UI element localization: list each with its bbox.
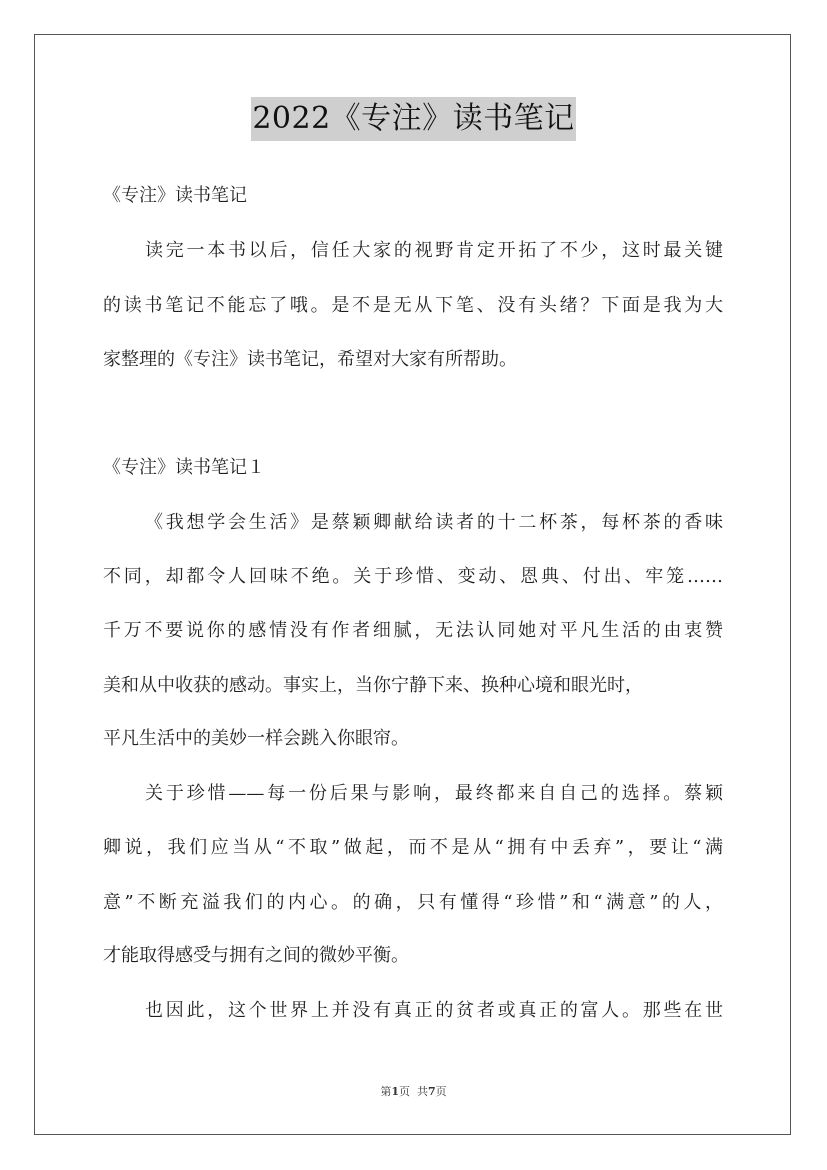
paragraph-line: 不同，却都令人回味不绝。关于珍惜、变动、恩典、付出、牢笼…… bbox=[103, 566, 723, 587]
document-title: 2022《专注》读书笔记 bbox=[251, 97, 575, 141]
paragraph-line: 卿说，我们应当从“不取”做起，而不是从“拥有中丢弃”，要让“满 bbox=[103, 837, 723, 858]
page-footer bbox=[0, 1083, 827, 1099]
footer-prefix: 第 bbox=[380, 1085, 392, 1098]
intro-line: 读完一本书以后，信任大家的视野肯定开拓了不少，这时最关键 bbox=[145, 240, 723, 261]
paragraph-line: 平凡生活中的美妙一样会跳入你眼帘。 bbox=[103, 728, 409, 749]
paragraph-line: 美和从中收获的感动。事实上，当你宁静下来、换种心境和眼光时， bbox=[103, 675, 643, 696]
paragraph-line: 意”不断充溢我们的内心。的确，只有懂得“珍惜”和“满意”的人， bbox=[103, 892, 723, 913]
current-page-number: 1 bbox=[391, 1085, 399, 1098]
paragraph-line: 才能取得感受与拥有之间的微妙平衡。 bbox=[103, 945, 409, 966]
paragraph-line: 关于珍惜——每一份后果与影响，最终都来自自己的选择。蔡颖 bbox=[145, 783, 723, 804]
paragraph-line: 《我想学会生活》是蔡颖卿献给读者的十二杯茶，每杯茶的香味 bbox=[145, 512, 723, 533]
intro-line: 家整理的《专注》读书笔记，希望对大家有所帮助。 bbox=[103, 349, 517, 370]
title-container bbox=[0, 97, 827, 141]
subtitle: 《专注》读书笔记 bbox=[103, 185, 247, 206]
section-heading: 《专注》读书笔记１ bbox=[103, 457, 265, 478]
footer-suffix: 页 bbox=[435, 1085, 447, 1098]
paragraph-line: 也因此，这个世界上并没有真正的贫者或真正的富人。那些在世 bbox=[145, 1000, 723, 1021]
footer-middle: 页 共 bbox=[399, 1085, 428, 1098]
paragraph-line: 千万不要说你的感情没有作者细腻，无法认同她对平凡生活的由衷赞 bbox=[103, 620, 723, 641]
intro-line: 的读书笔记不能忘了哦。是不是无从下笔、没有头绪？下面是我为大 bbox=[103, 295, 723, 316]
total-pages-number: 7 bbox=[428, 1085, 436, 1098]
